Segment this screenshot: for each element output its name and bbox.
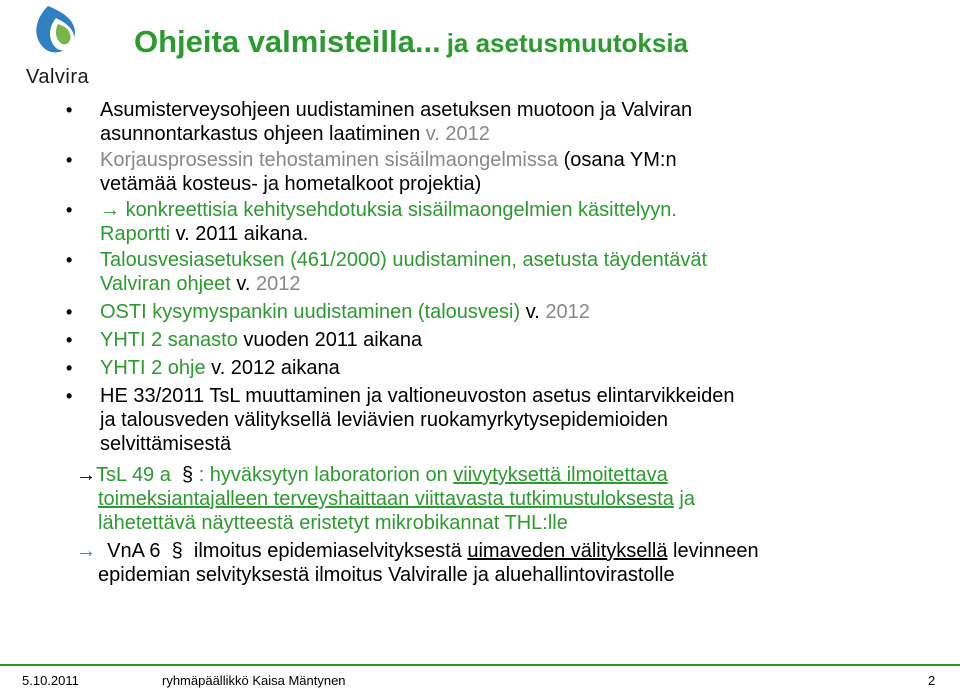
bullet-icon: •: [66, 150, 73, 170]
bullet-icon: •: [66, 100, 73, 120]
footer-divider: [0, 664, 960, 666]
page-title: [134, 22, 688, 63]
vna-paragraph: → VnA 6 § ilmoitus epidemiaselvityksestä uimaveden välityksellä levinneen epidemian selvityksestä ilmoitus Valviralle ja aluehallintovirastolle: [76, 540, 759, 586]
bullet-icon: •: [66, 250, 73, 270]
bullet-icon: •: [66, 200, 73, 220]
bullet-icon: •: [66, 386, 73, 406]
list-item: • YHTI 2 ohje v. 2012 aikana: [66, 357, 340, 379]
list-item: • HE 33/2011 TsL muuttaminen ja valtioneuvoston asetus elintarvikkeiden ja talousveden välityksellä leviävien ruokamyrkytysepidemioiden selvittämisestä: [66, 385, 735, 455]
list-item: • Korjausprosessin tehostaminen sisäilmaongelmissa (osana YM:n vetämää kosteus- ja hometalkoot projektia): [66, 149, 677, 195]
bullet-icon: •: [66, 358, 73, 378]
title-main: Ohjeita valmisteilla...: [134, 24, 441, 59]
bullet-icon: •: [66, 330, 73, 350]
list-item: • YHTI 2 sanasto vuoden 2011 aikana: [66, 329, 423, 351]
list-item: • OSTI kysymyspankin uudistaminen (talousvesi) v. 2012: [66, 301, 590, 323]
title-sub: ja asetusmuutoksia: [446, 28, 688, 58]
section-sign: §: [171, 540, 183, 562]
slide-content: [66, 98, 946, 456]
page-number: 2: [928, 673, 936, 688]
valvira-logo-icon: [18, 4, 108, 68]
arrow-icon: →: [76, 540, 96, 562]
list-item: • Talousvesiasetuksen (461/2000) uudistaminen, asetusta täydentävät Valviran ohjeet v. 2012: [66, 249, 708, 295]
arrow-icon: →: [100, 199, 120, 221]
bullet-icon: •: [66, 302, 73, 322]
list-item: • → konkreettisia kehitysehdotuksia sisäilmaongelmien käsittelyyn. Raportti v. 2011 aikana.: [66, 199, 677, 245]
list-item: • Asumisterveysohjeen uudistaminen asetuksen muotoon ja Valviran asunnontarkastus ohjeen laatiminen v. 2012: [66, 99, 693, 145]
tsl-paragraph: →TsL 49 a § : hyväksytyn laboratorion on viivytyksettä ilmoitettava toimeksiantajalleen terveyshaittaan viittavasta tutkimustuloksesta ja lähetettävä näytteestä eristetyt mikrobikannat THL:lle: [76, 464, 695, 534]
footer-date: 5.10.2011: [22, 673, 79, 688]
section-sign: §: [182, 464, 194, 486]
arrow-icon: →: [76, 464, 96, 486]
logo-text: Valvira: [26, 66, 90, 88]
footer-author: ryhmäpäällikkö Kaisa Mäntynen: [162, 673, 346, 688]
